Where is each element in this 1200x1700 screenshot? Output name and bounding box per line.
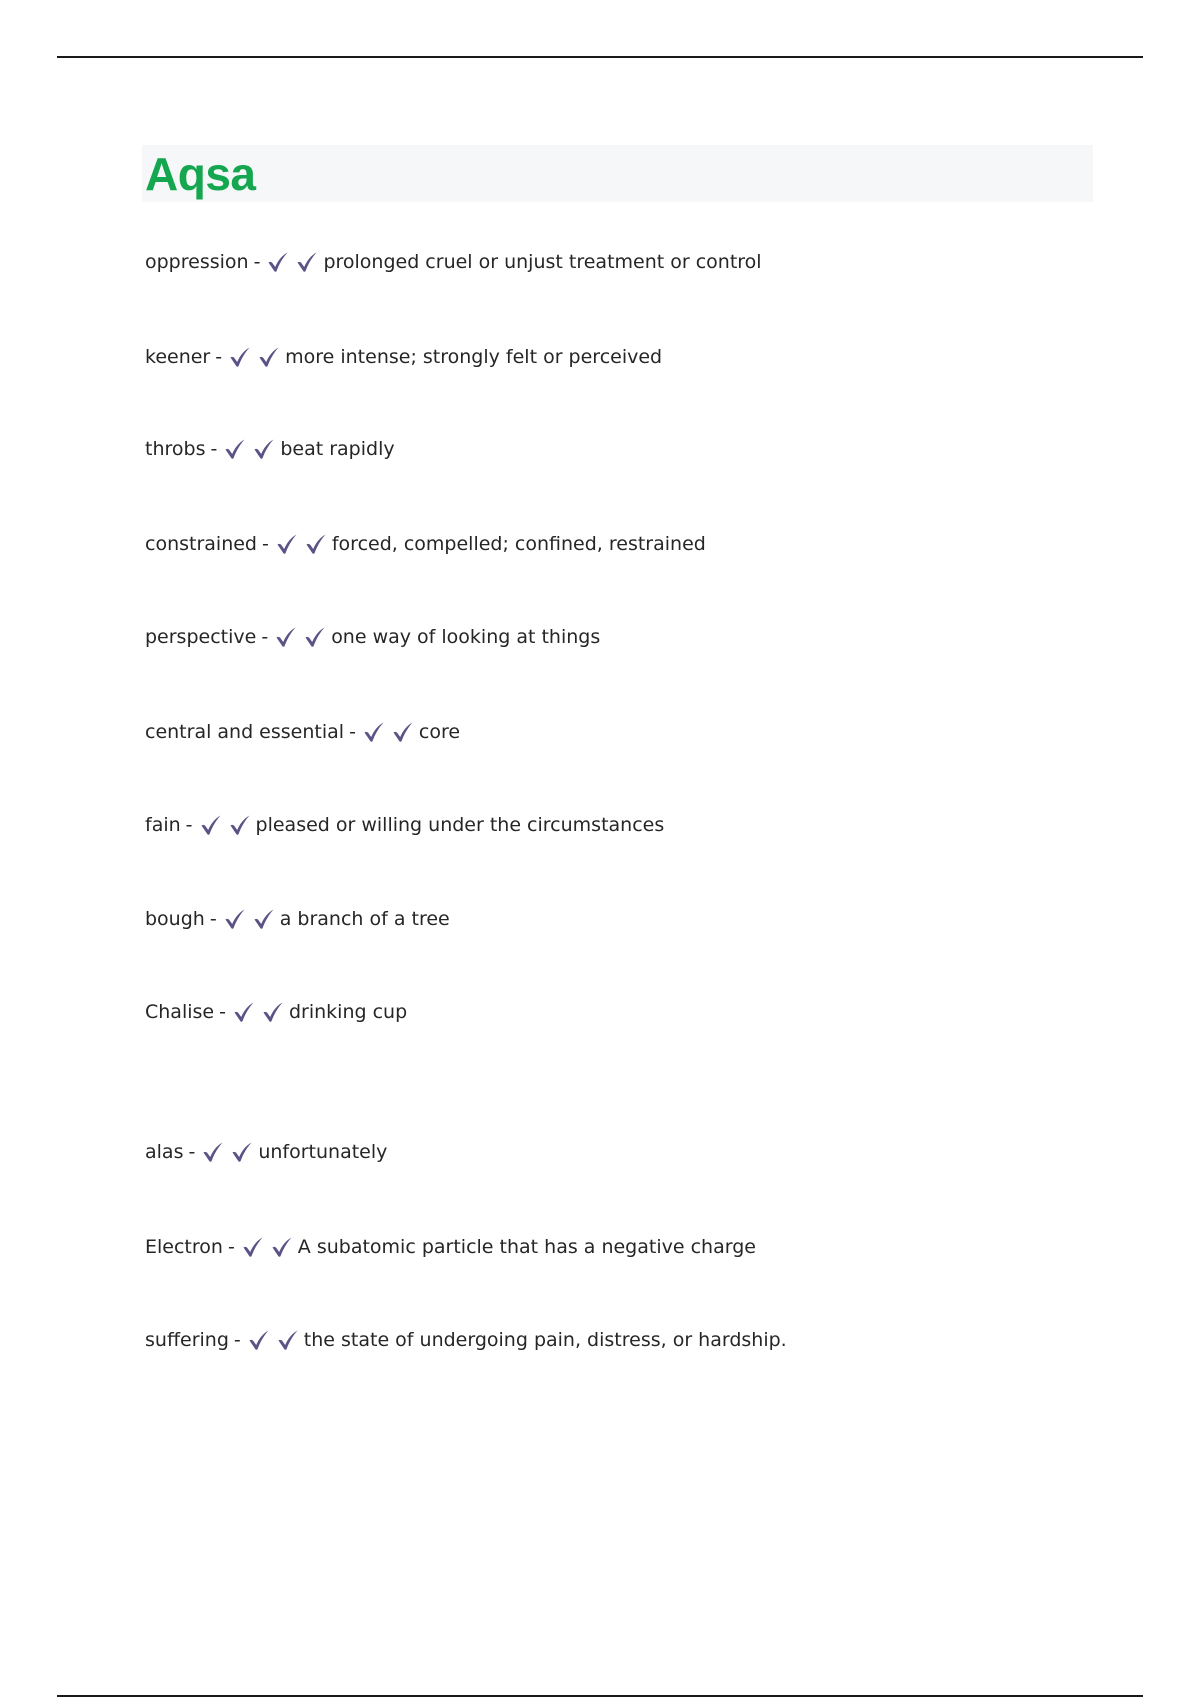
check-mark-icon [223, 907, 247, 931]
check-marks [274, 625, 327, 649]
check-mark-icon [199, 813, 223, 837]
separator: - [261, 626, 269, 648]
term: central and essential [145, 721, 345, 743]
definition: prolonged cruel or unjust treatment or control [323, 251, 762, 273]
list-item [145, 1234, 756, 1260]
term: oppression [145, 251, 249, 273]
list-item [145, 999, 407, 1025]
separator: - [188, 1141, 196, 1163]
term: throbs [145, 438, 206, 460]
check-marks [266, 250, 319, 274]
check-marks [247, 1328, 300, 1352]
separator: - [349, 721, 356, 743]
check-mark-icon [304, 532, 328, 556]
separator: - [185, 814, 193, 836]
term: alas [145, 1141, 184, 1163]
page-title: Aqsa [145, 147, 256, 200]
term: bough [145, 908, 205, 930]
check-mark-icon [274, 625, 298, 649]
check-mark-icon [391, 720, 415, 744]
separator: - [233, 1329, 241, 1351]
check-mark-icon [247, 1328, 271, 1352]
definition: forced, compelled; confined, restrained [331, 533, 706, 555]
separator: - [215, 346, 223, 368]
term: perspective [145, 626, 257, 648]
separator: - [210, 438, 218, 460]
definition: the state of undergoing pain, distress, or hardship. [303, 1329, 787, 1351]
list-item [145, 719, 460, 745]
list-item [145, 436, 395, 462]
check-marks [199, 813, 252, 837]
check-mark-icon [261, 1000, 285, 1024]
term: constrained [145, 533, 257, 555]
separator: - [219, 1001, 226, 1023]
list-item [145, 1139, 387, 1165]
definition: A subatomic particle that has a negative charge [297, 1236, 756, 1258]
definition: core [418, 721, 461, 743]
check-mark-icon [228, 345, 252, 369]
list-item [145, 812, 664, 838]
separator: - [253, 251, 261, 273]
check-marks [232, 1000, 285, 1024]
definition: a branch of a tree [279, 908, 450, 930]
definition: beat rapidly [280, 438, 395, 460]
definition: unfortunately [258, 1141, 388, 1163]
check-marks [228, 345, 281, 369]
check-marks [201, 1140, 254, 1164]
term: keener [145, 346, 211, 368]
definition: more intense; strongly felt or perceived [285, 346, 663, 368]
check-mark-icon [270, 1235, 294, 1259]
check-mark-icon [257, 345, 281, 369]
check-mark-icon [201, 1140, 225, 1164]
check-marks [362, 720, 415, 744]
term: fain [145, 814, 181, 836]
separator: - [227, 1236, 235, 1258]
check-mark-icon [230, 1140, 254, 1164]
check-marks [223, 907, 276, 931]
check-marks [223, 437, 276, 461]
list-item [145, 906, 450, 932]
bottom-rule [57, 1695, 1143, 1697]
check-mark-icon [266, 250, 290, 274]
term: suffering [145, 1329, 229, 1351]
check-marks [275, 532, 328, 556]
term: Chalise [145, 1001, 215, 1023]
check-mark-icon [276, 1328, 300, 1352]
definition: drinking cup [288, 1001, 408, 1023]
title-band [142, 145, 1093, 202]
top-rule [57, 56, 1143, 58]
check-mark-icon [252, 907, 276, 931]
list-item [145, 624, 600, 650]
check-mark-icon [362, 720, 386, 744]
list-item [145, 344, 662, 370]
separator: - [262, 533, 269, 555]
term: Electron [145, 1236, 223, 1258]
check-mark-icon [223, 437, 247, 461]
check-mark-icon [295, 250, 319, 274]
definition: pleased or willing under the circumstances [255, 814, 665, 836]
list-item [145, 1327, 787, 1353]
check-mark-icon [303, 625, 327, 649]
check-mark-icon [228, 813, 252, 837]
list-item [145, 531, 706, 557]
separator: - [209, 908, 217, 930]
check-mark-icon [232, 1000, 256, 1024]
definition: one way of looking at things [331, 626, 601, 648]
check-mark-icon [275, 532, 299, 556]
check-mark-icon [241, 1235, 265, 1259]
check-mark-icon [252, 437, 276, 461]
check-marks [241, 1235, 294, 1259]
list-item [145, 249, 762, 275]
